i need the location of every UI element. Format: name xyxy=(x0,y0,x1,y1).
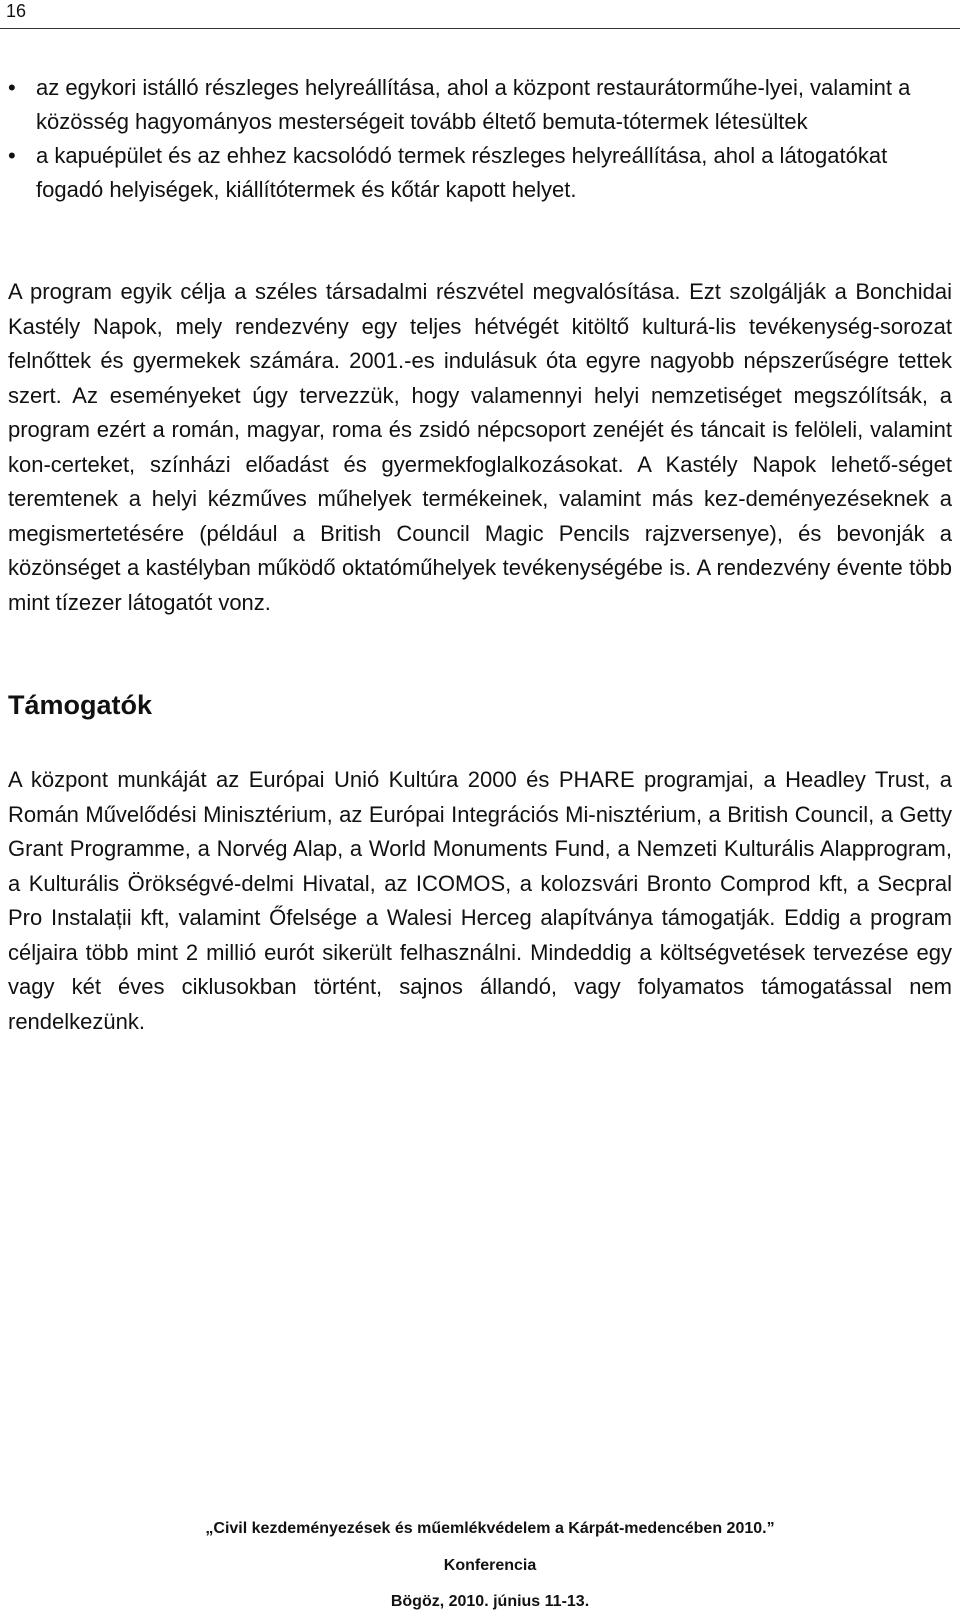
footer-place-date: Bögöz, 2010. június 11-13. xyxy=(390,1593,590,1610)
bullet-list xyxy=(8,71,948,207)
list-item xyxy=(8,139,948,207)
list-item-text: a kapuépület és az ehhez kacsolódó termek részleges helyreállítása, ahol a látogatókat fogadó helyiségek, kiállítótermek és kőtár kapott helyet. xyxy=(36,143,888,202)
body-paragraph: A központ munkáját az Európai Unió Kultúra 2000 és PHARE programjai, a Headley Trust, a Román Művelődési Minisztérium, az Európai Integrációs Mi-nisztérium, a British Council, a Getty Grant Programme, a Norvég Alap, a World Monuments Fund, a Nemzeti Kulturális Alapprogram, a Kulturális Örökségvé-delmi Hivatal, az ICOMOS, a kolozsvári Bronto Comprod kft, a Secpral Pro Instalații kft, valamint Őfelsége a Walesi Herceg alapítványa támogatják. Eddig a program céljaira több mint 2 millió eurót sikerült felhasználni. Mindeddig a költségvetések tervezése egy vagy két éves ciklusokban történt, sajnos állandó, vagy folyamatos támogatással nem rendelkezünk. xyxy=(8,767,952,1034)
list-item xyxy=(8,71,948,139)
bullet-icon: • xyxy=(8,143,16,168)
section-heading: Támogatók xyxy=(8,690,153,720)
header-divider xyxy=(0,28,960,29)
list-item-text: az egykori istálló részleges helyreállítása, ahol a központ restaurátorműhe-lyei, valamint a közösség hagyományos mesterségeit tovább éltető bemuta-tótermek létesültek xyxy=(36,75,911,134)
bullet-icon: • xyxy=(8,75,16,100)
body-paragraph: A program egyik célja a széles társadalmi részvétel megvalósítása. Ezt szolgálják a Bonchidai Kastély Napok, mely rendezvény egy teljes hétvégét kitöltő kulturá-lis tevékenység-sorozat felnőttek és gyermekek számára. 2001.-es indulásuk óta egyre nagyobb népszerűségre tettek szert. Az eseményeket úgy tervezzük, hogy valamennyi helyi nemzetiséget megszólítsák, a program ezért a román, magyar, roma és zsidó népcsoport zenéjét és táncait is felöleli, valamint kon-certeket, színházi előadást és gyermekfoglalkozásokat. A Kastély Napok lehető-séget teremtenek a helyi kézműves műhelyek termékeinek, valamint más kez-deményezéseknek a megismertetésére (például a British Council Magic Pencils rajzversenye), és bevonják a közönséget a kastélyban működő oktatóműhelyek tevékenységébe is. A rendezvény évente több mint tízezer látogatót vonz. xyxy=(8,279,952,615)
footer-conference: Konferencia xyxy=(443,1557,537,1574)
footer-title: „Civil kezdeményezések és műemlékvédelem a Kárpát-medencében 2010.” xyxy=(205,1520,775,1537)
page-number: 16 xyxy=(6,1,27,21)
